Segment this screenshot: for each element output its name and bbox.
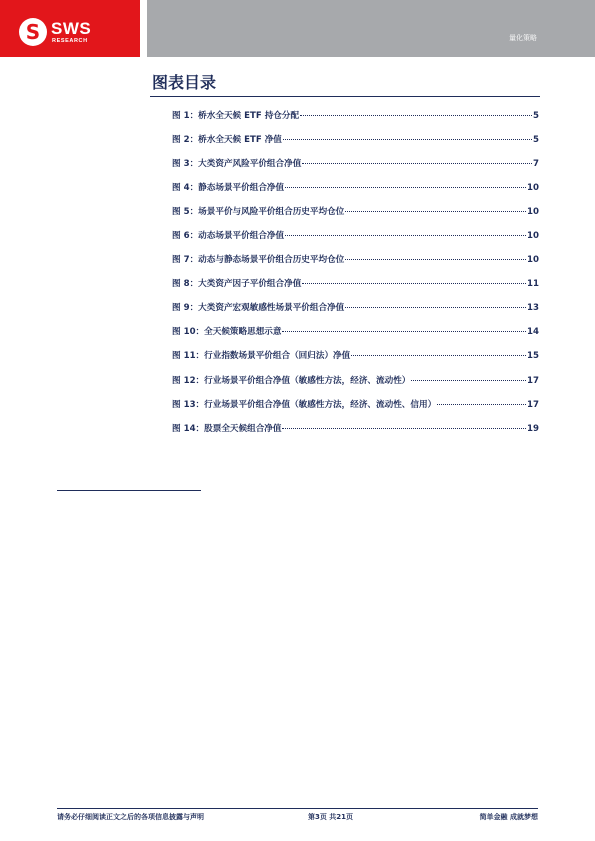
toc-entry-page: 17 (527, 399, 539, 410)
toc-entry[interactable] (172, 325, 539, 349)
footer-disclaimer: 请务必仔细阅读正文之后的各项信息披露与声明 (57, 813, 204, 821)
footer-separator (57, 808, 538, 809)
footer-page-info: 第3页 共21页 (308, 813, 354, 821)
toc-entry-page: 15 (527, 351, 539, 362)
toc-entry-page: 5 (533, 135, 539, 146)
toc-entry-page: 17 (527, 375, 539, 386)
toc-entry[interactable] (172, 422, 539, 446)
toc-leader-dots (285, 187, 526, 188)
toc-entry-page: 5 (533, 111, 539, 121)
logo-subtext: RESEARCH (52, 38, 88, 44)
report-category: 量化策略 (509, 34, 537, 42)
toc-leader-dots (300, 115, 532, 116)
toc-entry-label: 图 11：行业指数场景平价组合（回归法）净值 (172, 351, 351, 362)
toc-entry[interactable] (172, 157, 539, 181)
toc-title: 图表目录 (152, 73, 217, 92)
toc-entry-page: 19 (527, 423, 539, 434)
toc-entry-label: 图 12：行业场景平价组合净值（敏感性方法，经济、流动性） (172, 375, 411, 386)
toc-entry[interactable] (172, 277, 539, 301)
toc-entry-label: 图 7：动态与静态场景平价组合历史平均仓位 (172, 255, 345, 266)
toc-entry-page: 7 (533, 159, 539, 170)
toc-entry-label: 图 6：动态场景平价组合净值 (172, 231, 285, 242)
toc-entry-label: 图 14：股票全天候组合净值 (172, 423, 282, 434)
toc-entry-label: 图 3：大类资产风险平价组合净值 (172, 159, 302, 170)
toc-entry-label: 图 5：场景平价与风险平价组合历史平均仓位 (172, 207, 345, 218)
toc-entry-label: 图 8：大类资产因子平价组合净值 (172, 279, 302, 290)
toc-entry-page: 10 (527, 207, 539, 218)
header-divider (140, 0, 147, 57)
logo-mark-letter: S (25, 20, 41, 44)
toc-leader-dots (345, 211, 526, 212)
toc-leader-dots (302, 163, 532, 164)
toc-entry-label: 图 10：全天候策略思想示意 (172, 327, 282, 338)
toc-entry-label: 图 9：大类资产宏观敏感性场景平价组合净值 (172, 303, 345, 314)
header-gray-band (147, 0, 595, 57)
toc-entry[interactable] (172, 229, 539, 253)
toc-title-underline (150, 96, 540, 97)
toc-entry[interactable] (172, 133, 539, 157)
toc-leader-dots (345, 307, 526, 308)
toc-entry-label: 图 4：静态场景平价组合净值 (172, 183, 285, 194)
toc-entry[interactable] (172, 349, 539, 373)
toc-entry-label: 图 1：桥水全天候 ETF 持仓分配 (172, 111, 300, 121)
toc-leader-dots (411, 380, 526, 381)
toc-entry-label: 图 13：行业场景平价组合净值（敏感性方法，经济、流动性、信用） (172, 399, 437, 410)
toc-entry[interactable] (172, 253, 539, 277)
toc-leader-dots (351, 355, 526, 356)
footer-slogan: 简单金融 成就梦想 (479, 813, 538, 821)
toc-leader-dots (345, 259, 526, 260)
logo-text: SWS (51, 19, 92, 38)
toc-list (172, 109, 539, 446)
toc-leader-dots (282, 428, 526, 429)
footnote-separator (57, 490, 201, 491)
toc-entry-page: 10 (527, 231, 539, 242)
toc-entry[interactable] (172, 109, 539, 133)
toc-leader-dots (437, 404, 526, 405)
toc-entry-page: 10 (527, 255, 539, 266)
toc-entry-page: 11 (527, 279, 539, 290)
toc-leader-dots (302, 283, 526, 284)
toc-entry-label: 图 2：桥水全天候 ETF 净值 (172, 135, 282, 146)
toc-entry[interactable] (172, 205, 539, 229)
toc-entry[interactable] (172, 181, 539, 205)
toc-entry[interactable] (172, 301, 539, 325)
toc-leader-dots (283, 139, 532, 140)
toc-entry-page: 10 (527, 183, 539, 194)
toc-entry[interactable] (172, 374, 539, 398)
toc-entry-page: 13 (527, 303, 539, 314)
toc-entry-page: 14 (527, 327, 539, 338)
toc-leader-dots (282, 331, 526, 332)
toc-entry[interactable] (172, 398, 539, 422)
toc-leader-dots (285, 235, 526, 236)
company-logo (19, 18, 109, 46)
